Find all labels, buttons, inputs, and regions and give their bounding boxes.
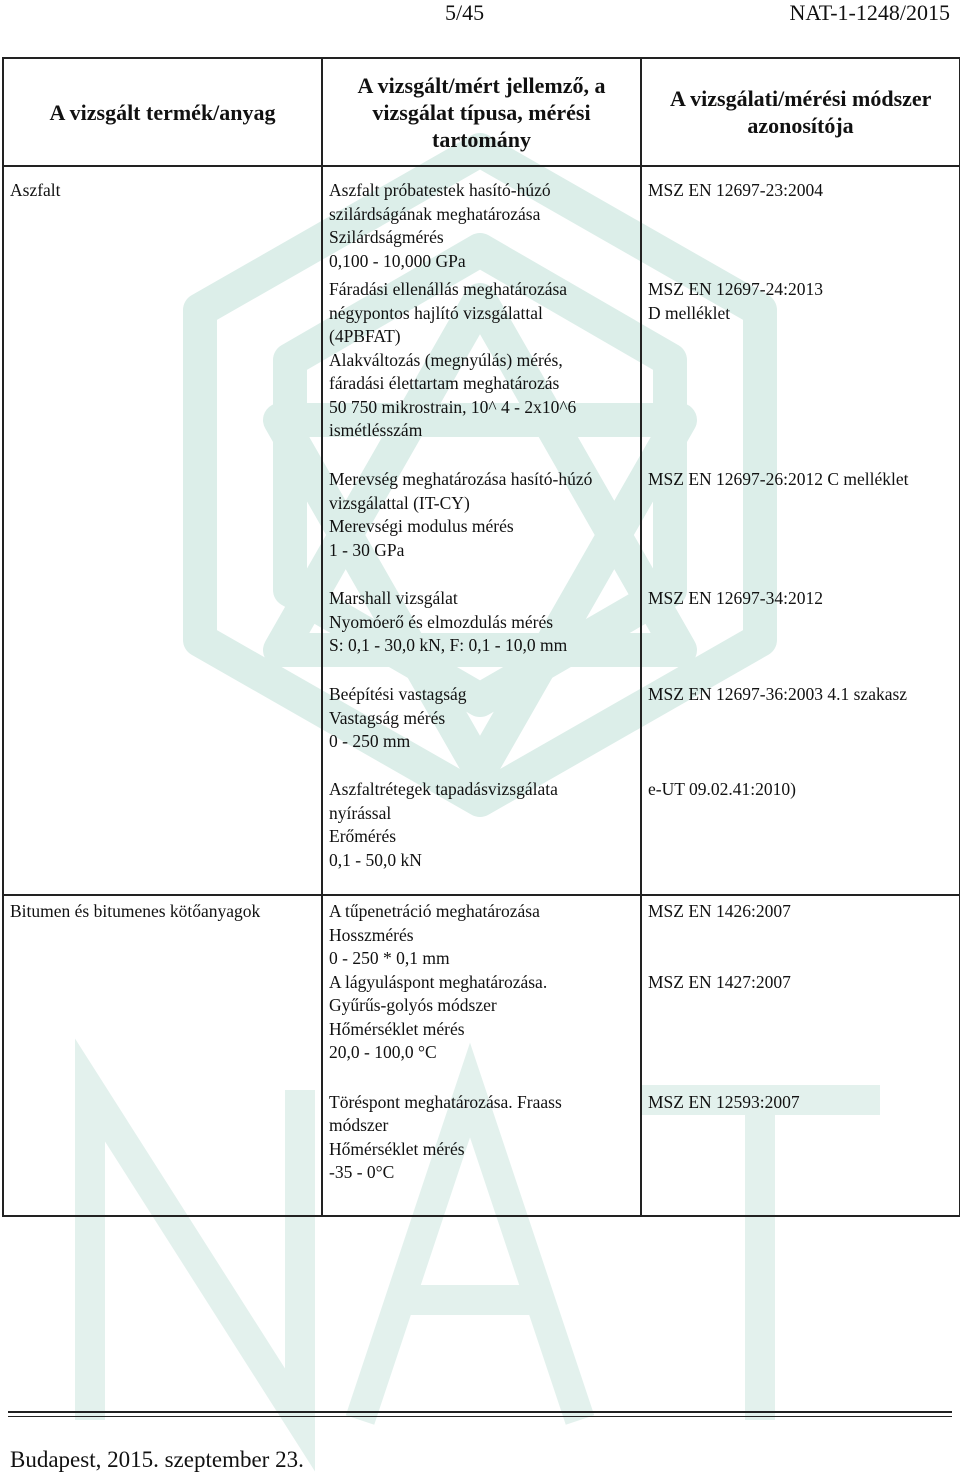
property-cell: Beépítési vastagság Vastagság mérés 0 - 250 mm — [322, 683, 641, 778]
table-row — [3, 166, 960, 278]
method-cell: MSZ EN 12697-36:2003 4.1 szakasz — [641, 683, 960, 778]
product-cell — [3, 587, 322, 683]
method-cell: MSZ EN 12697-24:2013 D melléklet — [641, 278, 960, 468]
method-cell: MSZ EN 12697-23:2004 — [641, 166, 960, 278]
product-cell: Aszfalt — [3, 166, 322, 278]
product-cell — [3, 278, 322, 468]
header-product: A vizsgált termék/anyag — [3, 58, 322, 166]
table-row — [3, 778, 960, 895]
table-row — [3, 1091, 960, 1216]
method-cell: MSZ EN 1427:2007 — [641, 971, 960, 1091]
table-row — [3, 278, 960, 468]
header-method: A vizsgálati/mérési módszer azonosítója — [641, 58, 960, 166]
property-cell: Merevség meghatározása hasító-húzó vizsgálattal (IT-CY) Merevségi modulus mérés 1 - 30 GPa — [322, 468, 641, 587]
property-cell: A lágyuláspont meghatározása. Gyűrűs-golyós módszer Hőmérséklet mérés 20,0 - 100,0 °C — [322, 971, 641, 1091]
table-row — [3, 895, 960, 971]
table-row — [3, 683, 960, 778]
accreditation-table — [2, 57, 960, 1217]
product-cell — [3, 778, 322, 895]
product-cell — [3, 971, 322, 1091]
property-cell: A tűpenetráció meghatározása Hosszmérés 0 - 250 * 0,1 mm — [322, 895, 641, 971]
method-cell: MSZ EN 12697-34:2012 — [641, 587, 960, 683]
product-cell — [3, 683, 322, 778]
footer-divider — [8, 1411, 952, 1413]
header-property: A vizsgált/mért jellemző, a vizsgálat típusa, mérési tartomány — [322, 58, 641, 166]
table-row — [3, 587, 960, 683]
property-cell: Aszfalt próbatestek hasító-húzó szilárdságának meghatározása Szilárdságmérés 0,100 - 10,000 GPa — [322, 166, 641, 278]
property-cell: Fáradási ellenállás meghatározása négypontos hajlító vizsgálattal (4PBFAT) Alakváltozás (megnyúlás) mérés, fáradási élettartam meghatározás 50 750 mikrostrain, 10^ 4 - 2x10^6 ismétlésszám — [322, 278, 641, 468]
property-cell: Aszfaltrétegek tapadásvizsgálata nyírással Erőmérés 0,1 - 50,0 kN — [322, 778, 641, 895]
method-cell: MSZ EN 12697-26:2012 C melléklet — [641, 468, 960, 587]
page-number: 5/45 — [445, 0, 485, 25]
document-id: NAT-1-1248/2015 — [789, 0, 950, 25]
property-cell: Töréspont meghatározása. Fraass módszer Hőmérséklet mérés -35 - 0°C — [322, 1091, 641, 1216]
table-header-row — [3, 58, 960, 166]
product-cell — [3, 468, 322, 587]
table-row — [3, 468, 960, 587]
product-cell: Bitumen és bitumenes kötőanyagok — [3, 895, 322, 971]
property-cell: Marshall vizsgálat Nyomóerő és elmozdulás mérés S: 0,1 - 30,0 kN, F: 0,1 - 10,0 mm — [322, 587, 641, 683]
method-cell: MSZ EN 1426:2007 — [641, 895, 960, 971]
table-row — [3, 971, 960, 1091]
footer-divider-thin — [8, 1416, 952, 1417]
footer-place-date: Budapest, 2015. szeptember 23. — [10, 1447, 304, 1472]
method-cell: e-UT 09.02.41:2010) — [641, 778, 960, 895]
method-cell: MSZ EN 12593:2007 — [641, 1091, 960, 1216]
product-cell — [3, 1091, 322, 1216]
